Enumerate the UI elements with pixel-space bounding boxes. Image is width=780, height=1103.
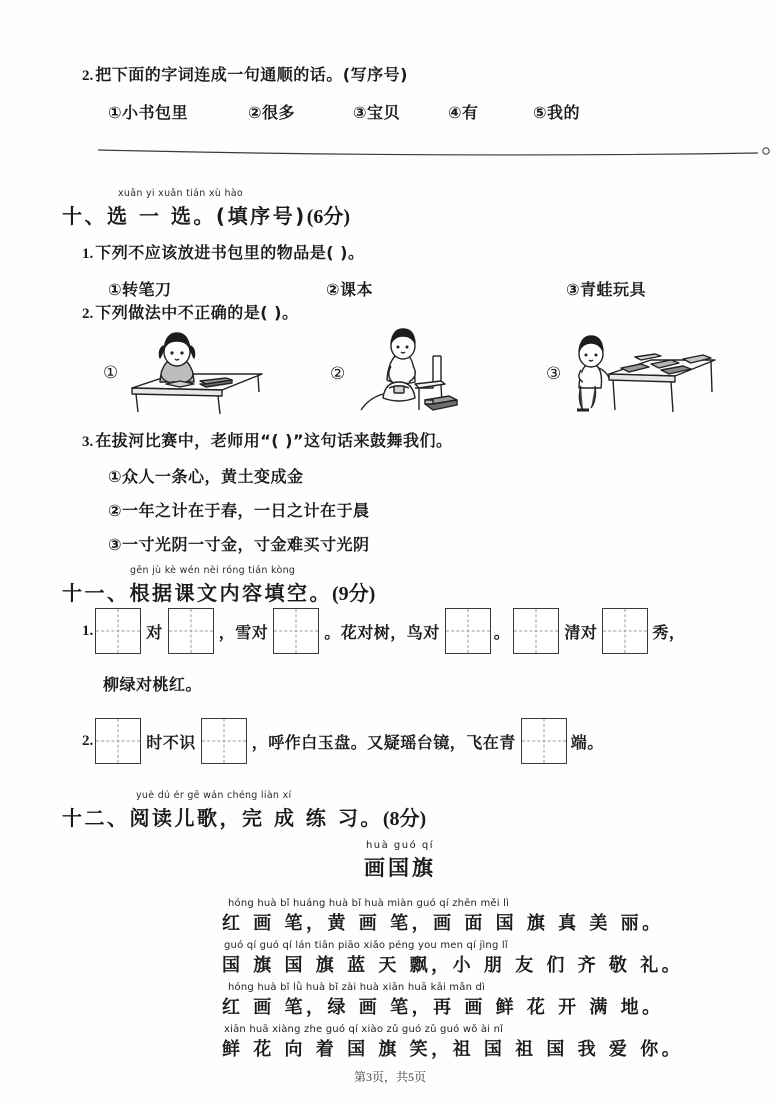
section-eleven-q1-row — [82, 608, 685, 654]
section-twelve-title: 十二、阅读儿歌，完 成 练 习。 — [62, 806, 383, 830]
poem-line-pinyin: hóng huà bǐ huáng huà bǐ huà miàn guó qí zhēn měi lì — [228, 898, 510, 909]
child-packing-backpack-icon — [349, 326, 499, 421]
section-ten-pinyin: xuǎn yi xuǎn tián xù hào — [118, 188, 244, 199]
picture-option-3[interactable] — [546, 326, 725, 421]
section-ten-q1-options — [108, 277, 748, 300]
section-ten-q1-options-row — [108, 277, 748, 300]
poem-line-text: 红 画 笔，黄 画 笔，画 面 国 旗 真 美 丽。 — [222, 913, 664, 934]
top-question-prompt: 把下面的字词连成一句通顺的话。(写序号) — [95, 65, 408, 84]
option-5: ⑤我的 — [533, 103, 581, 122]
section-ten-q2-row — [82, 300, 298, 323]
poem-body — [222, 898, 683, 1066]
seg-text-3: 端。 — [570, 732, 604, 752]
poem-line-text: 红 画 笔，绿 画 笔，再 画 鲜 花 开 满 地。 — [222, 997, 664, 1018]
seg-text-6: 秀， — [652, 622, 686, 642]
poem-line — [222, 898, 683, 935]
section-ten-q2-text: 下列做法中不正确的是( )。 — [95, 303, 299, 322]
section-twelve-points: (8分) — [382, 808, 427, 830]
seg-text-5: 清对 — [564, 622, 598, 642]
section-ten-heading — [62, 188, 350, 229]
section-ten-q3-option-1: ①众人一条心，黄土变成金 — [108, 467, 304, 486]
grid-box[interactable] — [168, 608, 214, 654]
section-ten-q1-option-3: ③青蛙玩具 — [566, 280, 647, 299]
section-twelve-title-row — [62, 802, 426, 831]
grid-box[interactable] — [95, 718, 141, 764]
grid-box[interactable] — [521, 718, 567, 764]
section-eleven-heading — [62, 565, 375, 606]
section-ten-q3-option-2: ②一年之计在于春，一日之计在于晨 — [108, 501, 370, 520]
answer-line-svg — [98, 144, 774, 164]
seg-text-1: 时不识 — [146, 732, 196, 752]
top-question-number: 2. — [82, 68, 94, 84]
section-ten-q1-number: 1. — [82, 246, 94, 262]
grid-box[interactable] — [201, 718, 247, 764]
picture-2-label: ② — [330, 363, 346, 384]
section-ten-q2-number: 2. — [82, 306, 94, 322]
poem-title: 画国旗 — [364, 856, 436, 880]
section-eleven-q2-row — [82, 718, 604, 764]
top-question-options-row — [108, 100, 728, 123]
picture-option-2[interactable] — [330, 326, 499, 421]
seg-text-2: ，雪对 — [218, 622, 269, 642]
section-eleven-q2-number: 2. — [82, 732, 94, 749]
poem-line-pinyin: guó qí guó qí lán tiān piāo xiǎo péng you men qí jìng lǐ — [224, 940, 508, 951]
seg-text-2: ，呼作白玉盘。又疑瑶台镜，飞在青 — [251, 732, 516, 752]
section-ten-q3 — [82, 428, 452, 451]
girl-reading-at-desk-icon — [122, 328, 272, 418]
top-question-options — [108, 100, 728, 123]
poem-line-pinyin: xiān huā xiàng zhe guó qí xiào zǔ guó zǔ guó wǒ ài nǐ — [224, 1024, 504, 1035]
page-footer: 第3页，共5页 — [353, 1070, 426, 1084]
section-eleven-q1-line2: 柳绿对桃红。 — [103, 675, 203, 694]
section-eleven-q1-number: 1. — [82, 622, 94, 639]
option-3: ③宝贝 — [353, 103, 401, 122]
poem-line — [222, 982, 683, 1019]
section-ten-q3-text: 在拔河比赛中，老师用“( )”这句话来鼓舞我们。 — [95, 431, 453, 450]
section-eleven-title: 十一、根据课文内容填空。 — [62, 581, 332, 605]
option-2: ②很多 — [248, 103, 296, 122]
picture-option-1[interactable] — [103, 328, 272, 418]
section-ten-q2 — [82, 300, 298, 323]
section-ten-title: 十、选 一 选。(填序号) — [62, 204, 307, 228]
answer-write-line[interactable] — [98, 144, 774, 162]
section-ten-q1-option-1: ①转笔刀 — [108, 280, 172, 299]
section-eleven-points: (9分) — [332, 583, 376, 605]
section-ten-title-row — [62, 200, 350, 229]
poem-line — [222, 1024, 683, 1061]
grid-box[interactable] — [602, 608, 648, 654]
section-twelve-pinyin: yuè dú ér gē wán chéng liàn xí — [136, 790, 292, 801]
section-ten-q1 — [82, 240, 364, 263]
poem-line-pinyin: hóng huà bǐ lǜ huà bǐ zài huà xiān huā kāi mǎn dì — [228, 982, 486, 993]
section-eleven-title-row — [62, 577, 375, 606]
section-eleven-q2-fill — [82, 718, 604, 764]
top-question — [82, 62, 408, 85]
poem-line — [222, 940, 683, 977]
section-ten-q3-number: 3. — [82, 434, 94, 450]
poem-title-pinyin: huà guó qí — [365, 840, 435, 851]
top-question-prompt-row — [82, 62, 408, 85]
poem-line-text: 鲜 花 向 着 国 旗 笑，祖 国 祖 国 我 爱 你。 — [222, 1039, 684, 1060]
poem-line-text: 国 旗 国 旗 蓝 天 飘，小 朋 友 们 齐 敬 礼。 — [222, 955, 684, 976]
seg-text-3: 。花对树，鸟对 — [324, 622, 440, 642]
section-ten-q1-text: 下列不应该放进书包里的物品是( )。 — [95, 243, 365, 262]
section-ten-points: (6分) — [306, 206, 351, 228]
grid-box[interactable] — [513, 608, 559, 654]
option-4: ④有 — [448, 103, 479, 122]
section-twelve-heading — [62, 790, 426, 831]
grid-box[interactable] — [445, 608, 491, 654]
picture-3-label: ③ — [546, 363, 562, 384]
boy-at-messy-desk-icon — [565, 326, 725, 421]
seg-text-4: 。 — [493, 622, 511, 642]
section-eleven-q1-fill — [82, 608, 685, 654]
section-ten-q1-option-2: ②课本 — [326, 280, 374, 299]
seg-text-1: 对 — [146, 622, 163, 642]
section-ten-q3-row — [82, 428, 452, 451]
grid-box[interactable] — [95, 608, 141, 654]
section-ten-q3-option-3: ③一寸光阴一寸金，寸金难买寸光阴 — [108, 535, 370, 554]
picture-1-label: ① — [103, 363, 119, 383]
option-1: ①小书包里 — [108, 103, 189, 122]
grid-box[interactable] — [273, 608, 319, 654]
section-eleven-pinyin: gēn jù kè wén nèi róng tián kòng — [130, 565, 296, 576]
section-ten-q1-row — [82, 240, 364, 263]
poem-title-block — [340, 840, 460, 882]
